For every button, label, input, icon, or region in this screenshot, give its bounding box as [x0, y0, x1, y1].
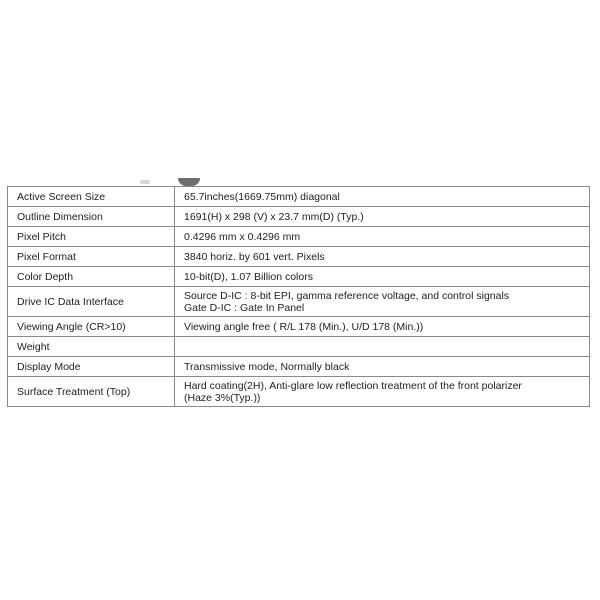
- spec-label: Viewing Angle (CR>10): [8, 317, 175, 337]
- table-row: [8, 247, 590, 267]
- table-row: [8, 317, 590, 337]
- spec-value-line: Gate D-IC : Gate In Panel: [184, 301, 305, 314]
- spec-value-line: 65.7inches(1669.75mm) diagonal: [184, 190, 340, 203]
- decorative-dot: [140, 180, 150, 184]
- table-row: [8, 267, 590, 287]
- spec-value-line: Transmissive mode, Normally black: [184, 360, 350, 373]
- table-row: [8, 187, 590, 207]
- decorative-tab-mark: [178, 178, 200, 186]
- spec-label: Active Screen Size: [8, 187, 175, 207]
- spec-value-line: 1691(H) x 298 (V) x 23.7 mm(D) (Typ.): [184, 210, 364, 223]
- spec-value-line: 10-bit(D), 1.07 Billion colors: [184, 270, 313, 283]
- table-row: [8, 207, 590, 227]
- spec-label: Outline Dimension: [8, 207, 175, 227]
- spec-label: Display Mode: [8, 357, 175, 377]
- table-row: [8, 287, 590, 317]
- spec-label: Color Depth: [8, 267, 175, 287]
- spec-value: [175, 317, 590, 337]
- spec-label: Surface Treatment (Top): [8, 377, 175, 407]
- spec-value: [175, 287, 590, 317]
- spec-value: [175, 377, 590, 407]
- table-row: [8, 337, 590, 357]
- spec-value-line: Source D-IC : 8-bit EPI, gamma reference voltage, and control signals: [184, 289, 510, 302]
- spec-value-line: (Haze 3%(Typ.)): [184, 391, 261, 404]
- spec-value: [175, 227, 590, 247]
- spec-table: [7, 186, 590, 407]
- table-row: [8, 377, 590, 407]
- spec-label: Pixel Format: [8, 247, 175, 267]
- spec-value: [175, 357, 590, 377]
- table-row: [8, 227, 590, 247]
- spec-value: [175, 207, 590, 227]
- spec-label: Drive IC Data Interface: [8, 287, 175, 317]
- spec-value: [175, 187, 590, 207]
- spec-value: [175, 267, 590, 287]
- spec-value-line: Viewing angle free ( R/L 178 (Min.), U/D 178 (Min.)): [184, 320, 424, 333]
- spec-value-line: Hard coating(2H), Anti-glare low reflection treatment of the front polarizer: [184, 379, 522, 392]
- spec-value-line: 0.4296 mm x 0.4296 mm: [184, 230, 301, 243]
- spec-label: Pixel Pitch: [8, 227, 175, 247]
- table-row: [8, 357, 590, 377]
- spec-value-line: 3840 horiz. by 601 vert. Pixels: [184, 250, 325, 263]
- spec-value: [175, 337, 590, 357]
- spec-label: Weight: [8, 337, 175, 357]
- spec-value: [175, 247, 590, 267]
